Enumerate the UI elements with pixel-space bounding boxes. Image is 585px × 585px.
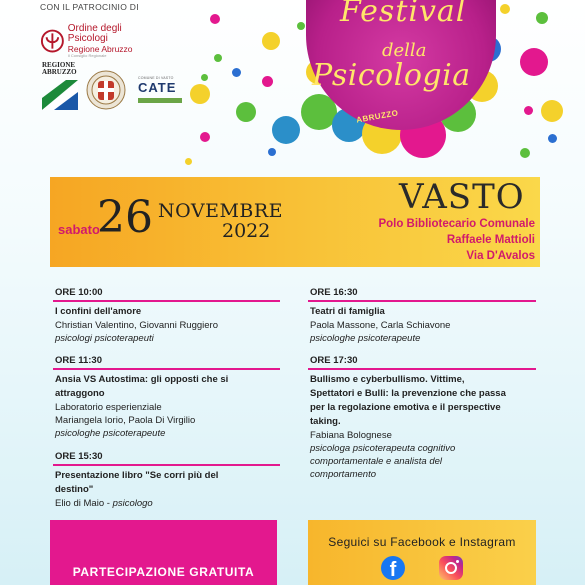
bubble-decoration: [232, 68, 241, 77]
event-role: psicologhe psicoterapeute: [310, 333, 421, 344]
program-time: ORE 15:30: [55, 451, 103, 462]
program-item: [310, 373, 538, 481]
regione-line1: REGIONE: [42, 61, 76, 69]
program-divider: [53, 300, 280, 302]
festival-region: ABRUZZO: [355, 108, 400, 125]
bubble-decoration: [520, 48, 548, 76]
cate-small-text: COMUNE DI VASTO: [138, 76, 174, 80]
bubble-decoration: [536, 12, 548, 24]
venue-line1: Polo Bibliotecario Comunale: [378, 218, 535, 230]
ordine-psi-icon: [40, 28, 65, 54]
event-role: psicologi psicoterapeuti: [55, 333, 154, 344]
event-title-line2: attraggono: [55, 388, 105, 399]
ordine-name: Ordine degli Psicologi: [67, 22, 122, 45]
program-time: ORE 16:30: [310, 287, 358, 298]
event-title-line1: Presentazione libro "Se corri più del: [55, 470, 219, 481]
program-item: [55, 373, 280, 440]
bubble-decoration: [524, 106, 533, 115]
cate-title: CATE: [138, 80, 177, 95]
patrocinio-label: CON IL PATROCINIO DI: [40, 2, 139, 12]
event-title: Teatri di famiglia: [310, 306, 385, 317]
cate-logo: [134, 76, 186, 106]
event-month: NOVEMBRE: [158, 200, 284, 222]
regione-abruzzo-label: [42, 62, 77, 76]
festival-title-word2: della: [382, 40, 427, 61]
venue-line2: Raffaele Mattioli: [446, 234, 535, 246]
event-weekday: sabato: [58, 222, 100, 237]
regione-line2: ABRUZZO: [42, 68, 77, 76]
program-divider: [308, 300, 536, 302]
program-time: ORE 17:30: [310, 355, 358, 366]
event-speakers: Elio di Maio -: [55, 498, 110, 509]
program-divider: [53, 368, 280, 370]
event-subtitle: Laboratorio esperienziale: [55, 402, 162, 413]
event-speakers: Paola Massone, Carla Schiavone: [310, 320, 451, 331]
bubble-decoration: [541, 100, 563, 122]
event-speakers-line: [55, 497, 280, 510]
bubble-decoration: [500, 4, 510, 14]
event-role-line3: comportamento: [310, 469, 377, 480]
event-title-line4: taking.: [310, 416, 341, 427]
participation-label: PARTECIPAZIONE GRATUITA: [72, 565, 255, 579]
bubble-decoration: [201, 74, 208, 81]
event-day: 26: [97, 192, 153, 243]
event-title-line3: per la regolazione emotiva e il perspective: [310, 402, 501, 413]
bubble-decoration: [262, 76, 273, 87]
bubble-decoration: [190, 84, 210, 104]
bubble-decoration: [272, 116, 300, 144]
event-title-line1: Ansia VS Autostima: gli opposti che si: [55, 374, 229, 385]
social-panel: [308, 520, 536, 585]
ordine-region: Regione Abruzzo: [67, 43, 133, 54]
event-venue: [378, 216, 535, 264]
bubble-decoration: [262, 32, 280, 50]
program-divider: [308, 368, 536, 370]
bubble-decoration: [185, 158, 192, 165]
event-title-line1: Bullismo e cyberbullismo. Vittime,: [310, 374, 465, 385]
ordine-psicologi-logo: [40, 24, 160, 58]
cate-bar: [138, 98, 182, 103]
festival-title-word3: Psicologia: [312, 58, 471, 93]
social-label: Seguici su Facebook e Instagram: [328, 535, 516, 549]
event-speakers: Christian Valentino, Giovanni Ruggiero: [55, 320, 218, 331]
ordine-small-text: Il Consiglio Regionale: [67, 52, 107, 58]
event-title-line2: Spettatori e Bulli: la prevenzione che passa: [310, 388, 506, 399]
program-time: ORE 11:30: [55, 355, 102, 366]
bubble-decoration: [297, 22, 305, 30]
program-item: [55, 469, 280, 510]
event-speakers: Mariangela Iorio, Paola Di Virgilio: [55, 415, 196, 426]
bubble-decoration: [268, 148, 276, 156]
event-role-line2: comportamentale e analista del: [310, 456, 443, 467]
instagram-flash: [456, 560, 459, 563]
bubble-decoration: [520, 148, 530, 158]
bubble-decoration: [200, 132, 210, 142]
event-title: I confini dell'amore: [55, 306, 142, 317]
instagram-lens: [445, 562, 457, 574]
regione-abruzzo-icon: [42, 80, 78, 110]
venue-line3: Via D'Avalos: [466, 250, 535, 262]
bubble-decoration: [236, 102, 256, 122]
festival-title-word1: Festival: [340, 0, 467, 29]
bubble-decoration: [210, 14, 220, 24]
event-role: psicologo: [112, 498, 153, 509]
instagram-icon[interactable]: [439, 556, 463, 580]
event-city: VASTO: [399, 177, 525, 217]
event-year: 2022: [222, 220, 271, 242]
facebook-icon[interactable]: f: [381, 556, 405, 580]
comune-seal-icon: [86, 70, 126, 110]
event-title-line2: destino": [55, 484, 94, 495]
program-divider: [53, 464, 280, 466]
bubble-decoration: [214, 54, 222, 62]
bubble-decoration: [548, 134, 557, 143]
event-speakers: Fabiana Bolognese: [310, 430, 392, 441]
program-item: [310, 305, 536, 345]
program-item: [55, 305, 280, 345]
event-role-line1: psicologa psicoterapeuta cognitivo: [310, 443, 456, 454]
event-role: psicologhe psicoterapeute: [55, 428, 166, 439]
program-time: ORE 10:00: [55, 287, 103, 298]
